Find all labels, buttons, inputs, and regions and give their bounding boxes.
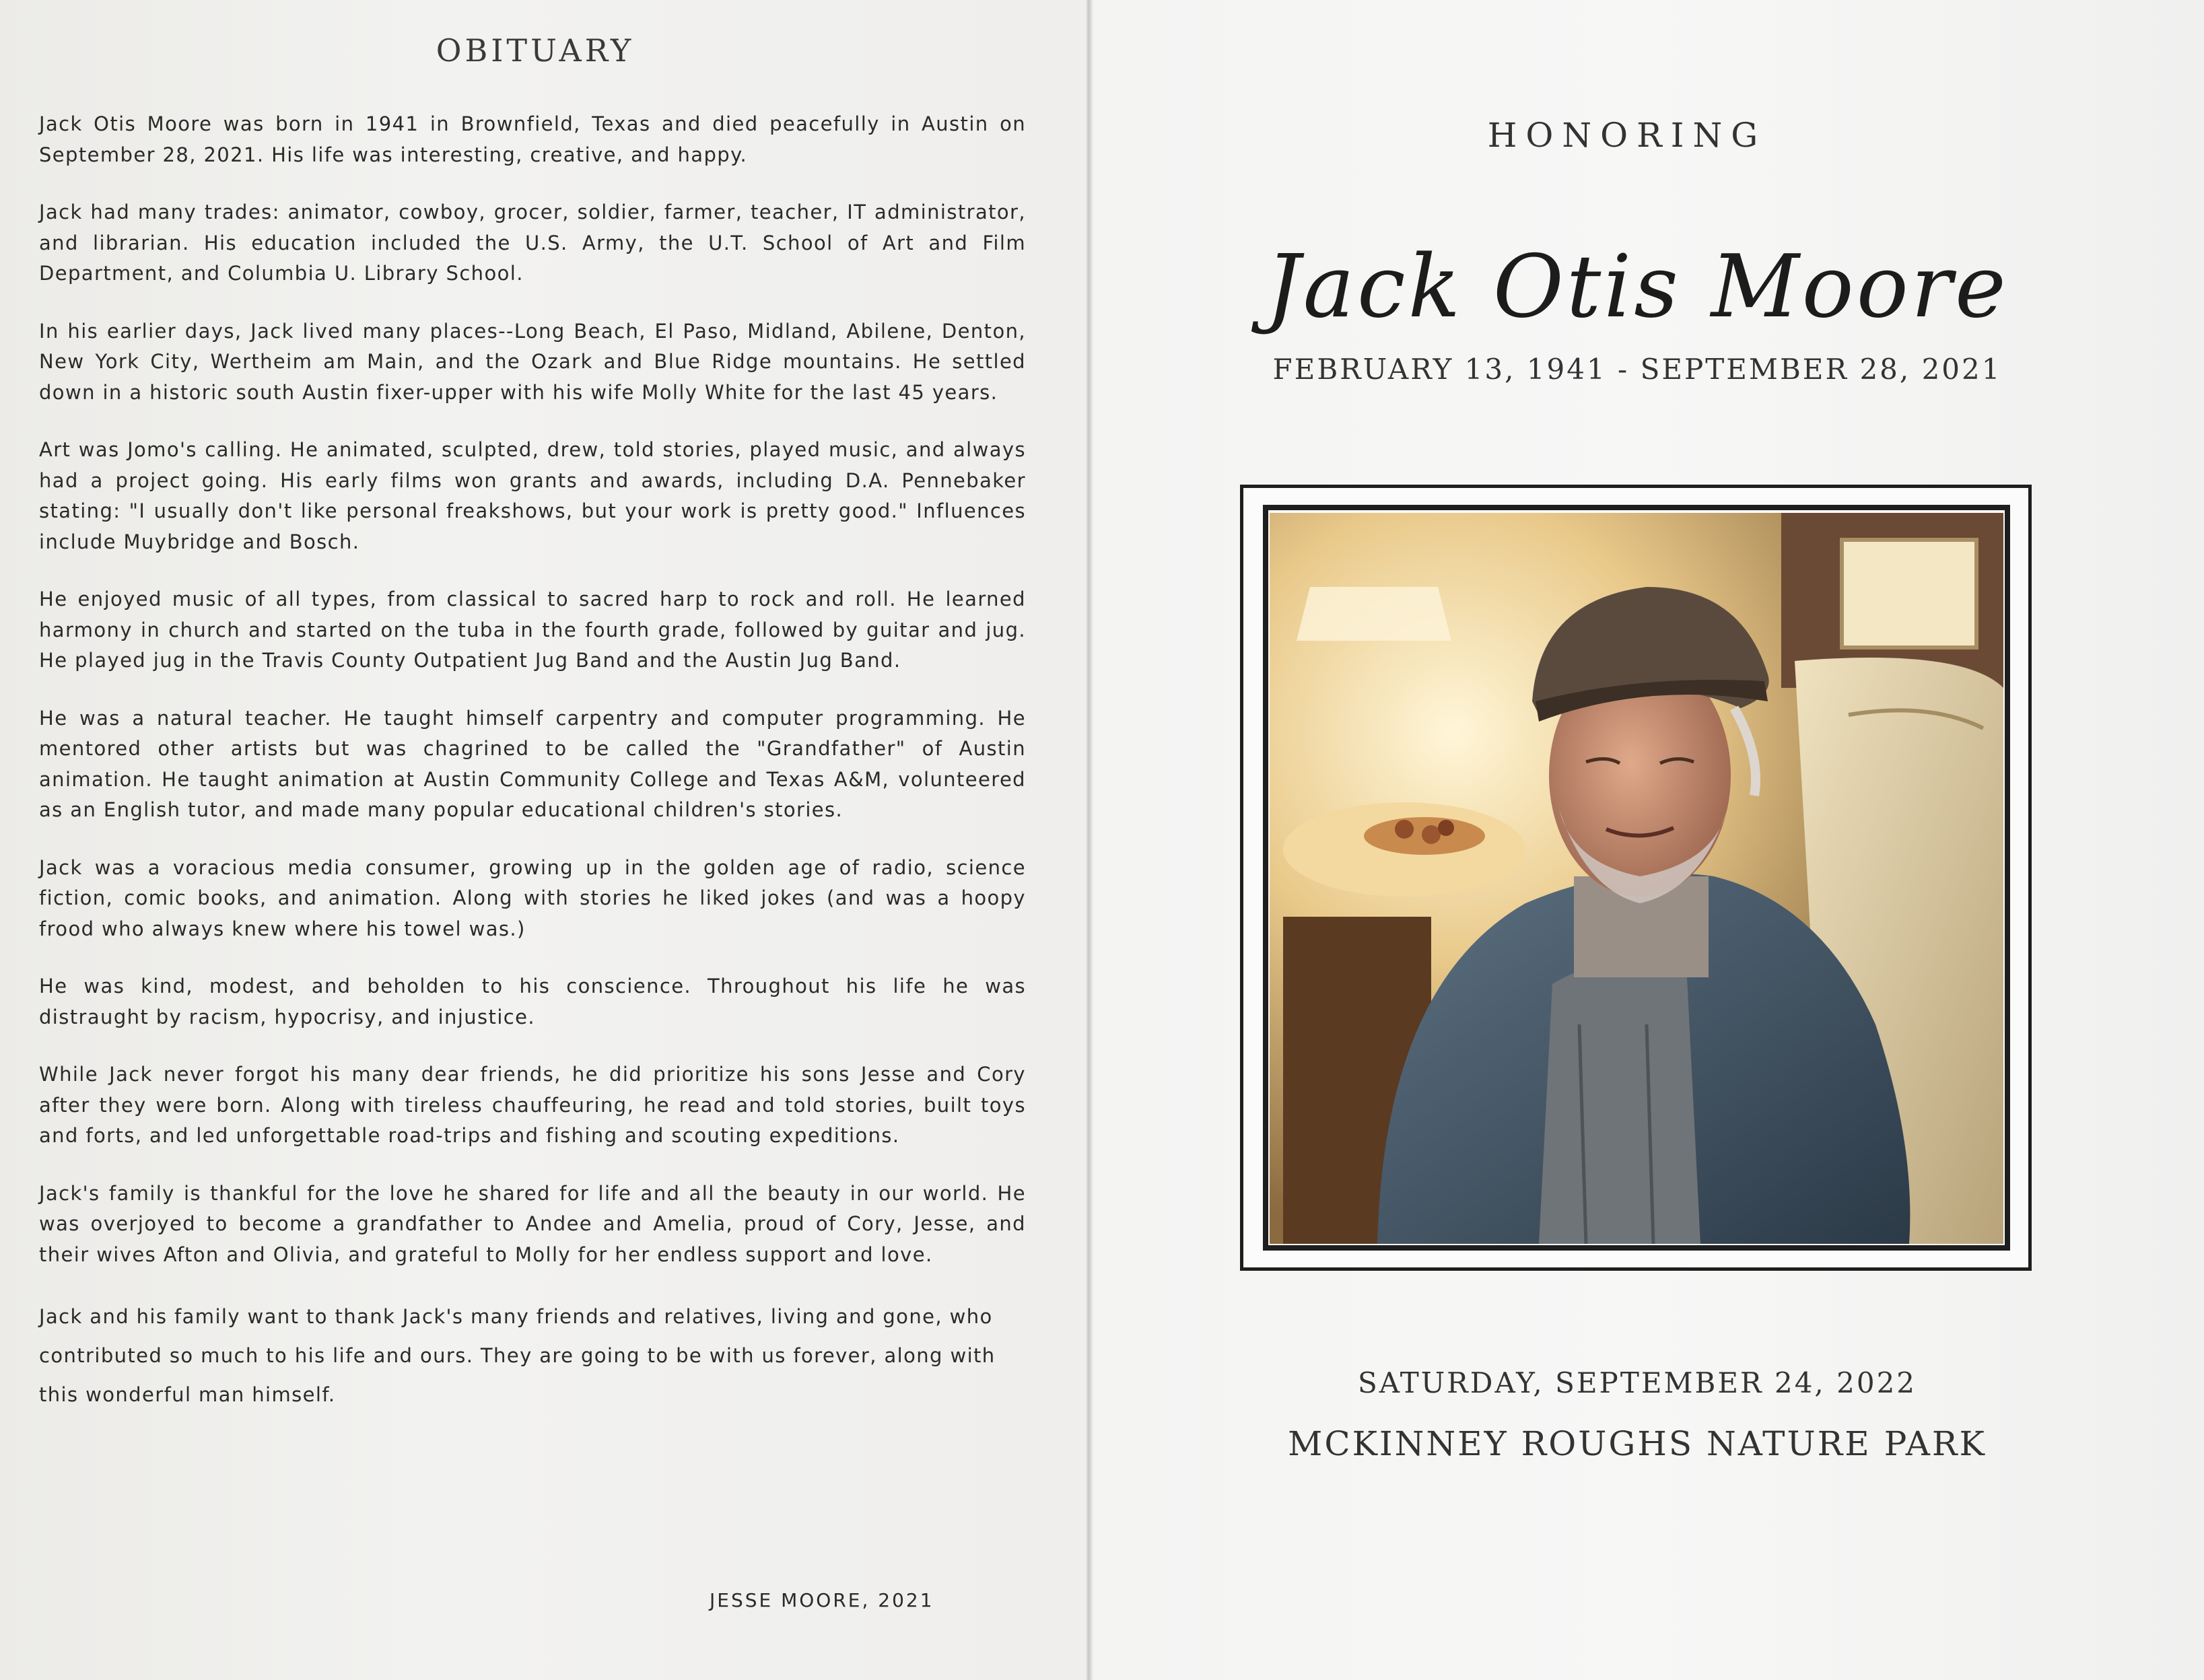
obituary-paragraph: Jack and his family want to thank Jack's many friends and relatives, living and gone, who contributed so much to his life and ours. They are going to be with us forever, along with this wonderful man himself. bbox=[39, 1305, 996, 1406]
obituary-paragraph: While Jack never forgot his many dear friends, he did prioritize his sons Jesse and Cory after they were born. Along with tireless chauffeuring, he read and told stories, built toys and forts, and led unforgettable road-trips and fishing and scouting expeditions. bbox=[39, 1063, 1026, 1147]
obituary-paragraph: He was a natural teacher. He taught himself carpentry and computer programming. He mentored other artists but was chagrined to be called the "Grandfather" of Austin animation. He taught animation at Austin Community College and Texas A&M, volunteered as an English tutor, and made many popular educational children's stories. bbox=[39, 706, 1026, 821]
portrait-photo bbox=[1270, 513, 2003, 1244]
obituary-paragraph: Art was Jomo's calling. He animated, sculpted, drew, told stories, played music, and always had a project going. His early films won grants and awards, including D.A. Pennebaker stating: "I usually don't like personal freakshows, but your work is pretty good." Influences include Muybridge and Bosch. bbox=[39, 438, 1026, 553]
deceased-name: Jack Otis Moore bbox=[1266, 237, 2009, 337]
obituary-paragraph: Jack was a voracious media consumer, growing up in the golden age of radio, science fiction, comic books, and animation. Along with stories he liked jokes (and was a hoopy frood who always knew where his towel was.) bbox=[39, 855, 1026, 940]
obituary-paragraph: He enjoyed music of all types, from classical to sacred harp to rock and roll. He learned harmony in church and started on the tuba in the fourth grade, followed by guitar and jug. He played jug in the Travis County Outpatient Jug Band and the Austin Jug Band. bbox=[39, 588, 1026, 672]
obituary-title: OBITUARY bbox=[436, 32, 635, 69]
honoring-heading: HONORING bbox=[1487, 116, 1767, 155]
service-date: SATURDAY, SEPTEMBER 24, 2022 bbox=[1357, 1366, 1917, 1399]
life-dates: FEBRUARY 13, 1941 - SEPTEMBER 28, 2021 bbox=[1272, 353, 2002, 386]
obituary-signature: JESSE MOORE, 2021 bbox=[710, 1589, 934, 1611]
obituary-paragraph: In his earlier days, Jack lived many places--Long Beach, El Paso, Midland, Abilene, Denton, New York City, Wertheim am Main, and the Ozark and Blue Ridge mountains. He settled down in a historic south Austin fixer-upper with his wife Molly White for the last 45 years. bbox=[39, 319, 1026, 404]
obituary-paragraph: Jack had many trades: animator, cowboy, grocer, soldier, farmer, teacher, IT administrator, and librarian. His education included the U.S. Army, the U.T. School of Art and Film Department, and Columbia U. Library School. bbox=[39, 201, 1026, 285]
obituary-paragraph: Jack Otis Moore was born in 1941 in Brownfield, Texas and died peacefully in Austin on September 28, 2021. His life was interesting, creative, and happy. bbox=[39, 112, 1026, 166]
service-location: MCKINNEY ROUGHS NATURE PARK bbox=[1288, 1424, 1987, 1463]
obituary-text bbox=[39, 109, 1026, 1414]
portrait-illustration bbox=[1270, 513, 2003, 1244]
obituary-paragraph: He was kind, modest, and beholden to his conscience. Throughout his life he was distraught by racism, hypocrisy, and injustice. bbox=[39, 975, 1026, 1028]
obituary-paragraph: Jack's family is thankful for the love he shared for life and all the beauty in our world. He was overjoyed to become a grandfather to Andee and Amelia, proud of Cory, Jesse, and their wives Afton and Olivia, and grateful to Molly for her endless support and love. bbox=[39, 1181, 1026, 1266]
